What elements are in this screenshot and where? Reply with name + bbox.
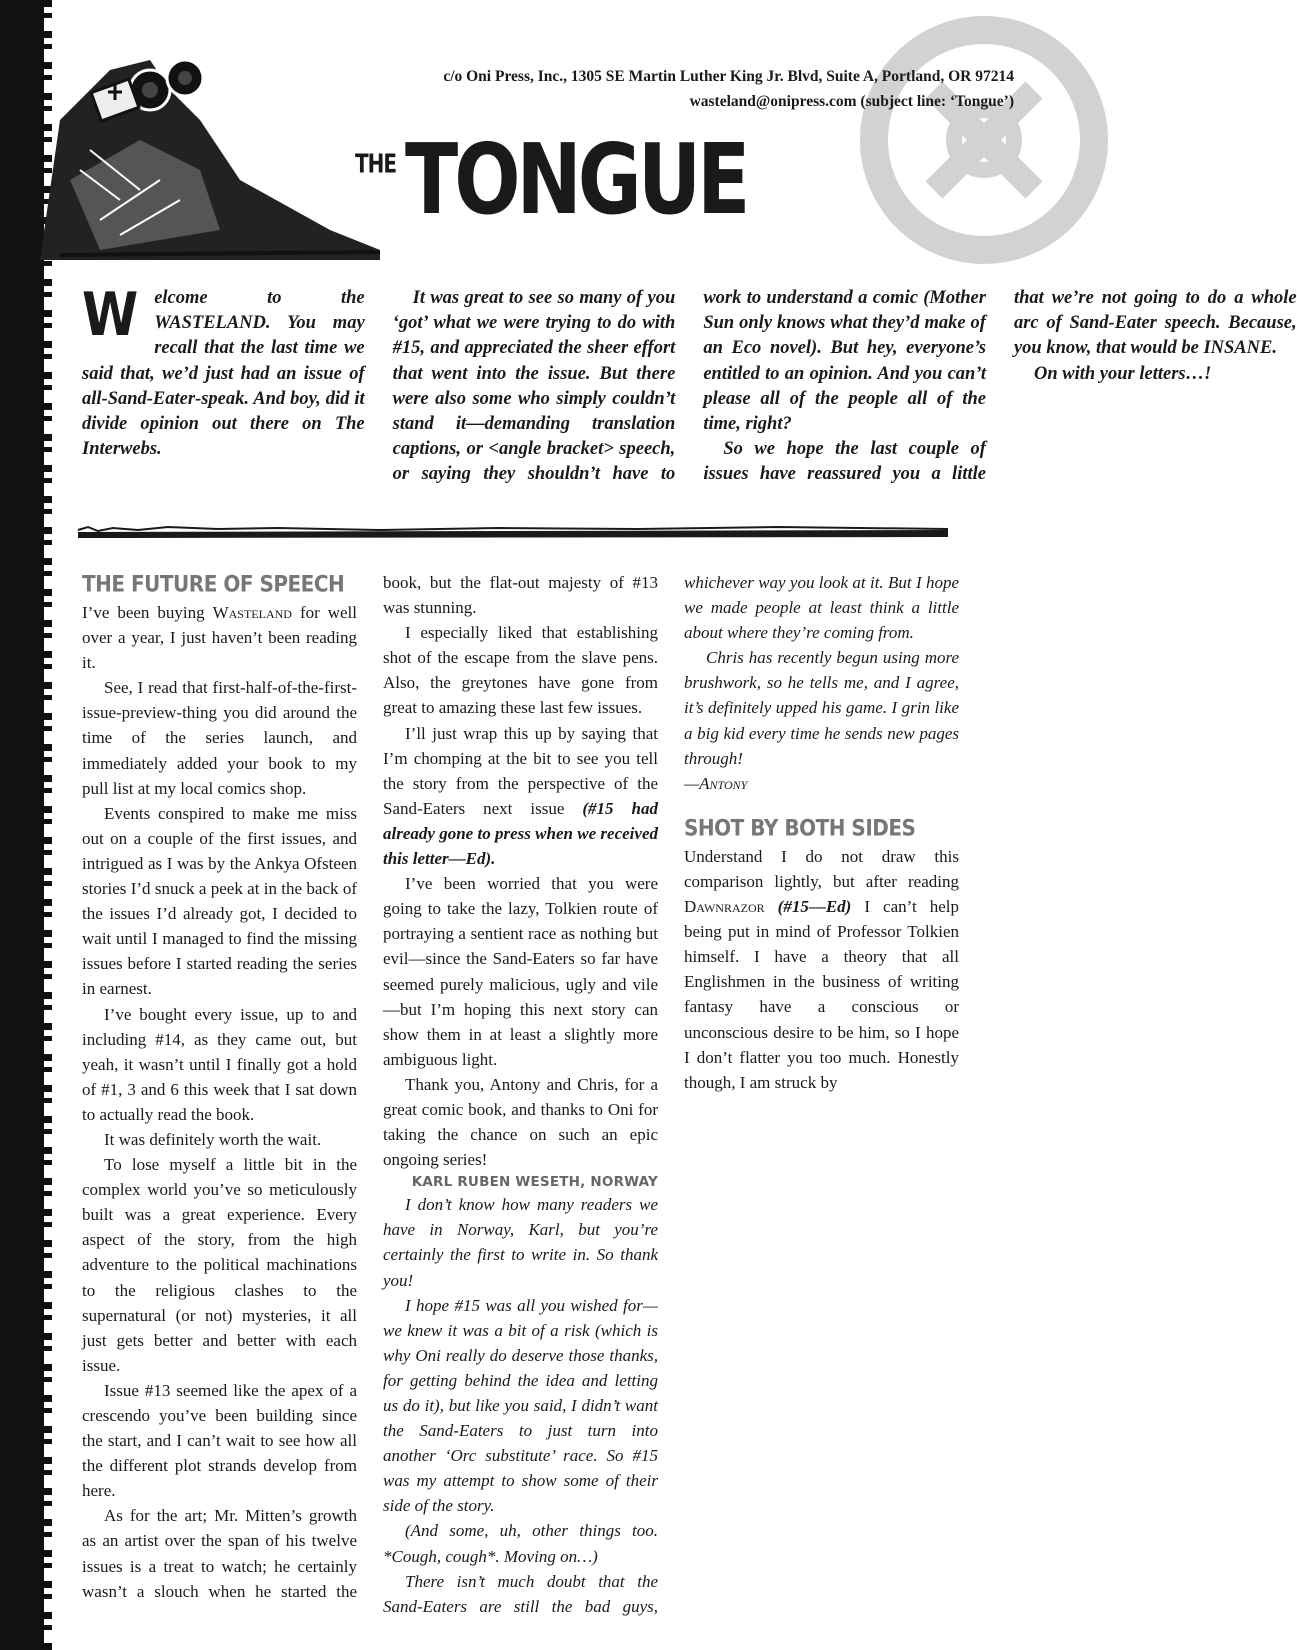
section-heading: SHOT BY BOTH SIDES (684, 814, 916, 842)
intro-paragraph: On with your letters…! (1033, 363, 1212, 384)
letter-text: Understand I do not draw this comparison lightly, but after reading (684, 846, 959, 891)
wasteland-sun-symbol-watermark (804, 0, 1094, 290)
editor-reply-paragraph: (And some, uh, other things too. *Cough, cough*. Moving on…) (383, 1521, 658, 1566)
letter-text: I can’t help being put in mind of Professor Tolkien himself. I have a theory that all Englishmen in the business of writing fantasy have a conscious or unconscious desire to be him, so I hope I don’t flatter you too much. Honestly though, I am struck by (684, 897, 959, 1092)
email-address: wasteland@onipress.com (subject line: ‘Tongue’) (689, 93, 1014, 110)
letter-paragraph: To lose myself a little bit in the complex world you’ve so meticulously built was a great experience. Every aspect of the story, from the high adventure to the political machinations to the religious clashes to the supernatural (or not) mysteries, it all just gets better and better with each issue. (82, 1155, 357, 1375)
letter-text: for well over a year, I just haven’t been reading it. (82, 603, 357, 673)
letter-paragraph: It was definitely worth the wait. (104, 1129, 322, 1149)
editor-reply-paragraph: I don’t know how many readers we have in Norway, Karl, but you’re certainly the first to write in. So thank you! (383, 1195, 658, 1290)
reply-signature: —Antony (684, 773, 748, 793)
intro-editorial-columns (82, 280, 1297, 498)
letter-paragraph (82, 600, 357, 675)
letter-paragraph: I’ve bought every issue, up to and including #14, as they came out, but yeah, it wasn’t until I finally got a hold of #1, 3 and 6 this week that I sat down to actually read the book. (82, 1004, 357, 1124)
section-divider (78, 526, 948, 540)
intro-text: elcome to the WASTELAND. You may recall that the last time we said that, we’d just had an issue of all-Sand-Eater-speak. And boy, did it divide opinion out there on The Interwebs. (82, 288, 365, 460)
title-main: TONGUE (405, 124, 747, 237)
editor-note: (#15—Ed) (764, 897, 852, 917)
section-heading: THE FUTURE OF SPEECH (82, 570, 345, 598)
letter-text: I’ve been buying (82, 603, 213, 622)
comic-title: Wasteland (212, 603, 292, 622)
intro-paragraph (82, 280, 365, 462)
postal-address: c/o Oni Press, Inc., 1305 SE Martin Luther King Jr. Blvd, Suite A, Portland, OR 97214 (443, 68, 1014, 85)
letter-text: I’ll just wrap this up by saying that I’m chomping at the bit to see you tell the story from the perspective of the Sand-Eaters next issue (383, 723, 658, 818)
drop-cap: W (82, 280, 139, 350)
comic-title: Dawnrazor (684, 897, 765, 917)
letter-paragraph (684, 844, 959, 1095)
letter-signature: KARL RUBEN WESETH, NORWAY (411, 1174, 658, 1191)
mailing-address (443, 64, 1014, 114)
letter-paragraph: Thank you, Antony and Chris, for a great comic book, and thanks to Oni for taking the chance on such an epic ongoing series! (383, 1074, 658, 1170)
page-title (355, 124, 747, 238)
letter-paragraph: Issue #13 seemed like the apex of a crescendo you’ve been building since the start, and I can’t wait to see how all the different plot strands develop from here. (82, 1380, 357, 1501)
editor-note: (#15 had already gone to press when we received this letter—Ed). (383, 798, 658, 869)
title-prefix: THE (355, 148, 397, 180)
intro-paragraph: It was great to see so many of you ‘got’ what we were trying to do with #15, and appreciated the sheer effort that went into the issue. But there were also some who simply couldn’t stand it—demanding translation captions, or <angle bracket> speech, or saying they shouldn’t have to work to understand a comic (Mother Sun only knows what they’d make of an Eco novel). But hey, everyone’s entitled to an opinion. And you can’t please all of the people all of the time, right? (392, 288, 986, 485)
letter-paragraph: See, I read that first-half-of-the-first-issue-preview-thing you did around the time of the series launch, and immediately added your book to my pull list at my local comics shop. (82, 678, 357, 798)
header-illustration (0, 30, 380, 260)
letter-paragraph: As for the art; Mr. Mitten’s growth as an artist over the span of his twelve issues is a treat to watch; he certainly wasn’t a slouch when he started the book, but the flat-out majesty of #13 was stunning. (82, 573, 658, 1601)
editor-reply-paragraph: I hope #15 was all you wished for—we knew it was a bit of a risk (which is why Oni really do deserve those thanks, for getting behind the idea and letting us do it), but like you said, I didn’t want the Sand-Eaters to just turn into another ‘Orc substitute’ race. So #15 was my attempt to show some of their side of the story. (383, 1295, 658, 1516)
intro-paragraph: So we hope the last couple of issues have reassured you a little that we’re not going to do a whole arc of Sand-Eater speech. Because, you know, that would be INSANE. (703, 288, 1297, 485)
letter-paragraph: I’ve been worried that you were going to take the lazy, Tolkien route of portraying a sentient race as nothing but evil—since the Sand-Eaters so far have seemed purely malicious, ugly and vile—but I’m hoping this next story can show them in at least a slightly more ambiguous light. (383, 874, 658, 1069)
letter-paragraph: I especially liked that establishing shot of the escape from the slave pens. Also, the greytones have gone from great to amazing these last few issues. (383, 623, 658, 718)
editor-reply-paragraph: Chris has recently begun using more brushwork, so he tells me, and I agree, it’s definitely upped his game. I grin like a big kid every time he sends new pages through! (684, 648, 959, 768)
editor-reply-paragraph: There isn’t much doubt that the Sand-Eaters are still the bad guys, whichever way you look at it. But I hope we made people at least think a little about where they’re coming from. (383, 573, 959, 1616)
letter-paragraph: Events conspired to make me miss out on a couple of the first issues, and intrigued as I was by the Ankya Ofsteen stories I’d snuck a peek at in the back of the issues I’d already got, I decided to wait until I managed to find the missing issues before I started reading the series in earnest. (82, 803, 357, 999)
letters-section (82, 570, 959, 1630)
letter-paragraph (383, 721, 658, 872)
